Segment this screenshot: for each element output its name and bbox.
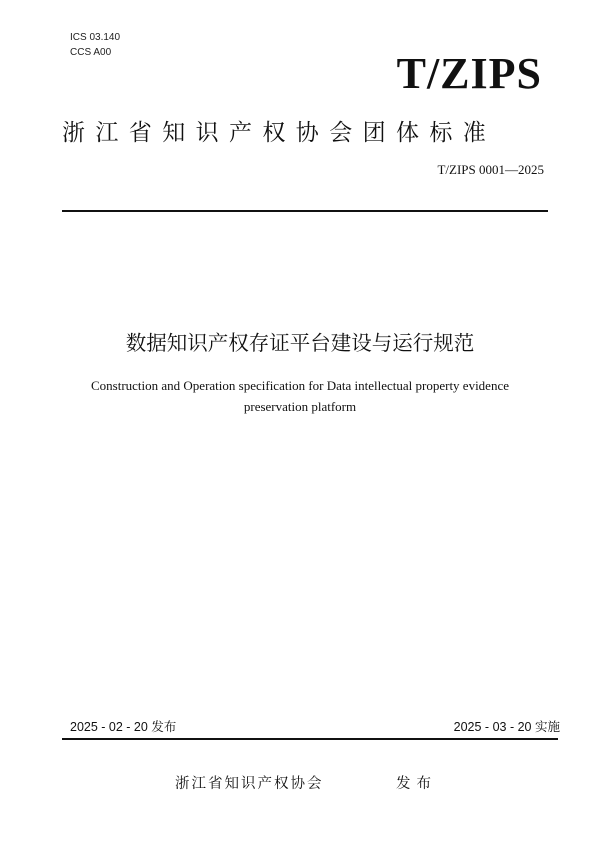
document-title-chinese: 数据知识产权存证平台建设与运行规范 (125, 331, 475, 355)
issue-date-suffix: 发布 (151, 719, 177, 734)
implementation-date-value: 2025 - 03 - 20 (453, 720, 532, 734)
publish-label: 发布 (396, 776, 437, 792)
document-number: T/ZIPS 0001—2025 (437, 162, 544, 177)
issue-date-value: 2025 - 02 - 20 (70, 720, 148, 734)
issue-date (70, 717, 176, 735)
publisher-name: 浙江省知识产权协会 (175, 776, 324, 792)
ics-code: ICS 03.140 (70, 32, 121, 43)
organization-standard-title: 浙江省知识产权协会团体标准 (62, 120, 497, 146)
ccs-code: CCS A00 (70, 47, 112, 58)
footer-divider (62, 738, 558, 740)
header-divider (62, 210, 548, 212)
document-title-english-line-2: preservation platform (243, 399, 357, 414)
implementation-date-suffix: 实施 (534, 719, 560, 734)
document-title-english-line-1: Construction and Operation specification for Data intellectual property evidence (90, 378, 509, 393)
standard-brand: T/ZIPS (396, 49, 542, 98)
implementation-date (454, 717, 560, 735)
